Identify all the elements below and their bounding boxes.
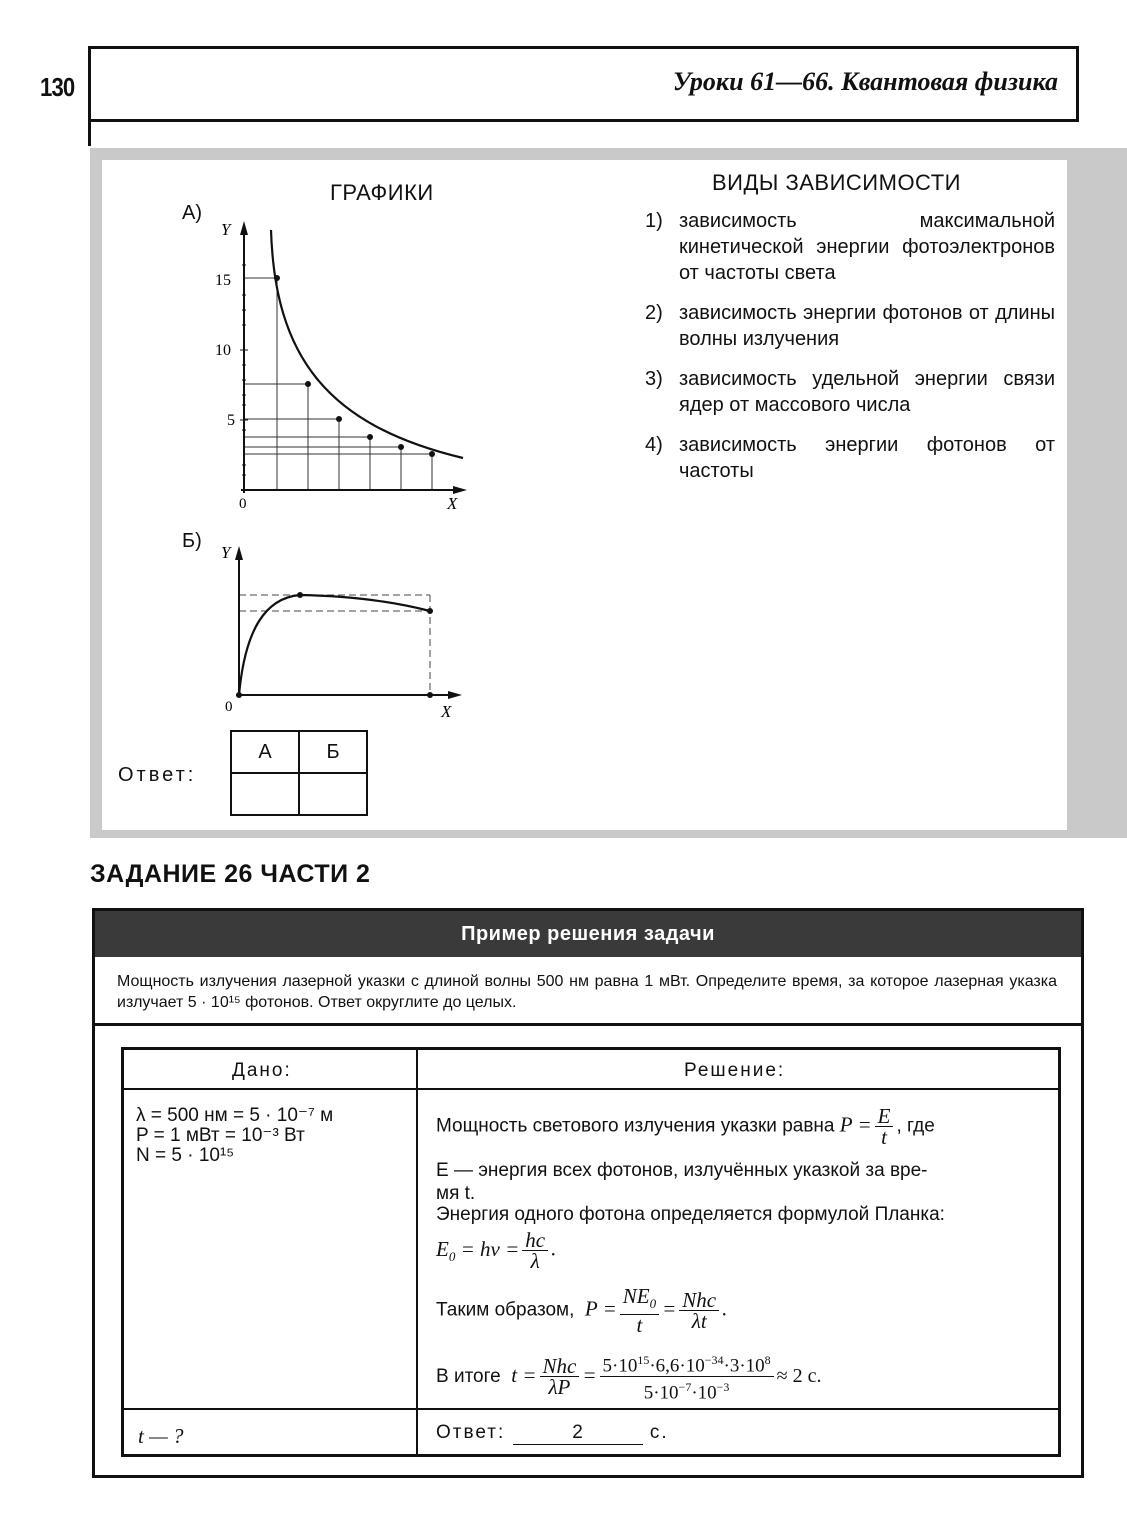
answer-label: Ответ:	[436, 1422, 506, 1443]
formula-planck: $E_0 = h\nu$ = $\frac{hc}{\lambda}$ .	[436, 1228, 557, 1273]
solution-heading: Решение:	[684, 1060, 786, 1081]
dependencies-list	[645, 208, 1055, 498]
dependency-text: зависимость максимальной кинетической энергии фотоэлектронов от частоты света	[679, 210, 1055, 284]
answer-col-a: А	[231, 731, 299, 773]
given-item: P = 1 мВт = 10⁻³ Вт	[136, 1125, 305, 1146]
dependency-number: 3)	[645, 368, 663, 390]
graphs-title: ГРАФИКИ	[330, 180, 434, 205]
graph-b	[205, 540, 475, 725]
answer-label: Ответ:	[118, 764, 197, 786]
given-item: N = 5 · 10¹⁵	[136, 1145, 235, 1166]
result-value: ≈ 2 с.	[776, 1364, 822, 1387]
answer-col-b: Б	[299, 731, 367, 773]
solution-text: Мощность светового излучения указки равна	[436, 1115, 835, 1137]
solution-line-2: E — энергия всех фотонов, излучённых указкой за вре-	[436, 1160, 928, 1181]
answer-input-b[interactable]	[299, 773, 367, 815]
given-list	[136, 1106, 333, 1166]
dependency-text: зависимость энергии фотонов от длины волны излучения	[679, 302, 1055, 350]
dependency-item	[645, 366, 1055, 418]
answer-table	[230, 730, 368, 816]
answer-input-a[interactable]	[231, 773, 299, 815]
row-divider	[124, 1088, 1058, 1090]
dependency-text: зависимость энергии фотонов от частоты	[679, 434, 1055, 482]
graph-a	[205, 215, 475, 515]
dependencies-title: ВИДЫ ЗАВИСИМОСТИ	[712, 170, 961, 195]
dependency-number: 2)	[645, 302, 663, 324]
graph-a-tick-5: 5	[227, 412, 235, 429]
solution-text: В итоге	[436, 1365, 501, 1387]
example-header: Пример решения задачи	[95, 911, 1081, 957]
graph-a-tick-15: 15	[215, 272, 231, 289]
separator	[95, 1023, 1081, 1026]
solution-text: , где	[896, 1115, 935, 1137]
page-number: 130	[40, 72, 75, 102]
graph-a-y-label: Y	[221, 220, 231, 239]
answer-unit: с.	[649, 1422, 669, 1443]
graph-b-origin: 0	[225, 699, 233, 715]
page-header	[88, 46, 1079, 122]
answer-value: 2	[513, 1422, 643, 1445]
dependency-item	[645, 208, 1055, 286]
solution-line-1: Мощность светового излучения указки равна P = $\frac{E}{t}$ , где	[436, 1104, 935, 1149]
solution-line-3: мя t.	[436, 1183, 476, 1204]
header-divider	[88, 116, 91, 146]
dependency-number: 1)	[645, 210, 663, 232]
graph-b-y-label: Y	[221, 543, 231, 562]
graph-a-label: А)	[182, 202, 202, 224]
given-heading: Дано:	[232, 1060, 292, 1081]
row-divider	[124, 1408, 1058, 1410]
task-title: ЗАДАНИЕ 26 ЧАСТИ 2	[90, 860, 371, 888]
dependency-item	[645, 432, 1055, 484]
graph-b-label: Б)	[182, 530, 202, 552]
header-title: Уроки 61—66. Квантовая физика	[672, 67, 1058, 96]
graph-b-x-label: X	[441, 702, 452, 721]
formula-result: В итоге t = $\frac{\text{Nhc}}{\lambda P}$ = $\frac{5\cdot 10^{15}\cdot 6,6\cdot 10^{-34}\cdot 3\cdot 10^8}{5\cdot 10^{-7}\cdot 10^{-3}}$ ≈ 2 с.	[436, 1350, 822, 1404]
given-item: λ = 500 нм = 5 · 10⁻⁷ м	[136, 1105, 334, 1126]
dependency-number: 4)	[645, 434, 663, 456]
solution-line-4: Энергия одного фотона определяется формулой Планка:	[436, 1204, 945, 1225]
graph-a-tick-10: 10	[215, 342, 231, 359]
solution-text: Таким образом,	[436, 1299, 575, 1321]
column-divider	[416, 1050, 418, 1454]
problem-text: Мощность излучения лазерной указки с длиной волны 500 нм равна 1 мВт. Определите время, за которое лазерная указка излучает 5 · 10¹⁵ фотонов. Ответ округлите до целых.	[117, 973, 1057, 1011]
solution-table	[121, 1047, 1061, 1457]
dependency-text: зависимость удельной энергии связи ядер от массового числа	[679, 368, 1055, 416]
final-answer	[436, 1422, 669, 1445]
find-value: t — ?	[138, 1424, 184, 1448]
dependency-item	[645, 300, 1055, 352]
formula-power: Таким образом, P = $\frac{NE_0}{t}$ = $\frac{\text{Nhc}}{\lambda t}$ .	[436, 1284, 728, 1338]
graph-a-origin: 0	[239, 496, 247, 512]
graph-a-x-label: X	[447, 494, 458, 513]
example-box	[92, 908, 1084, 1478]
